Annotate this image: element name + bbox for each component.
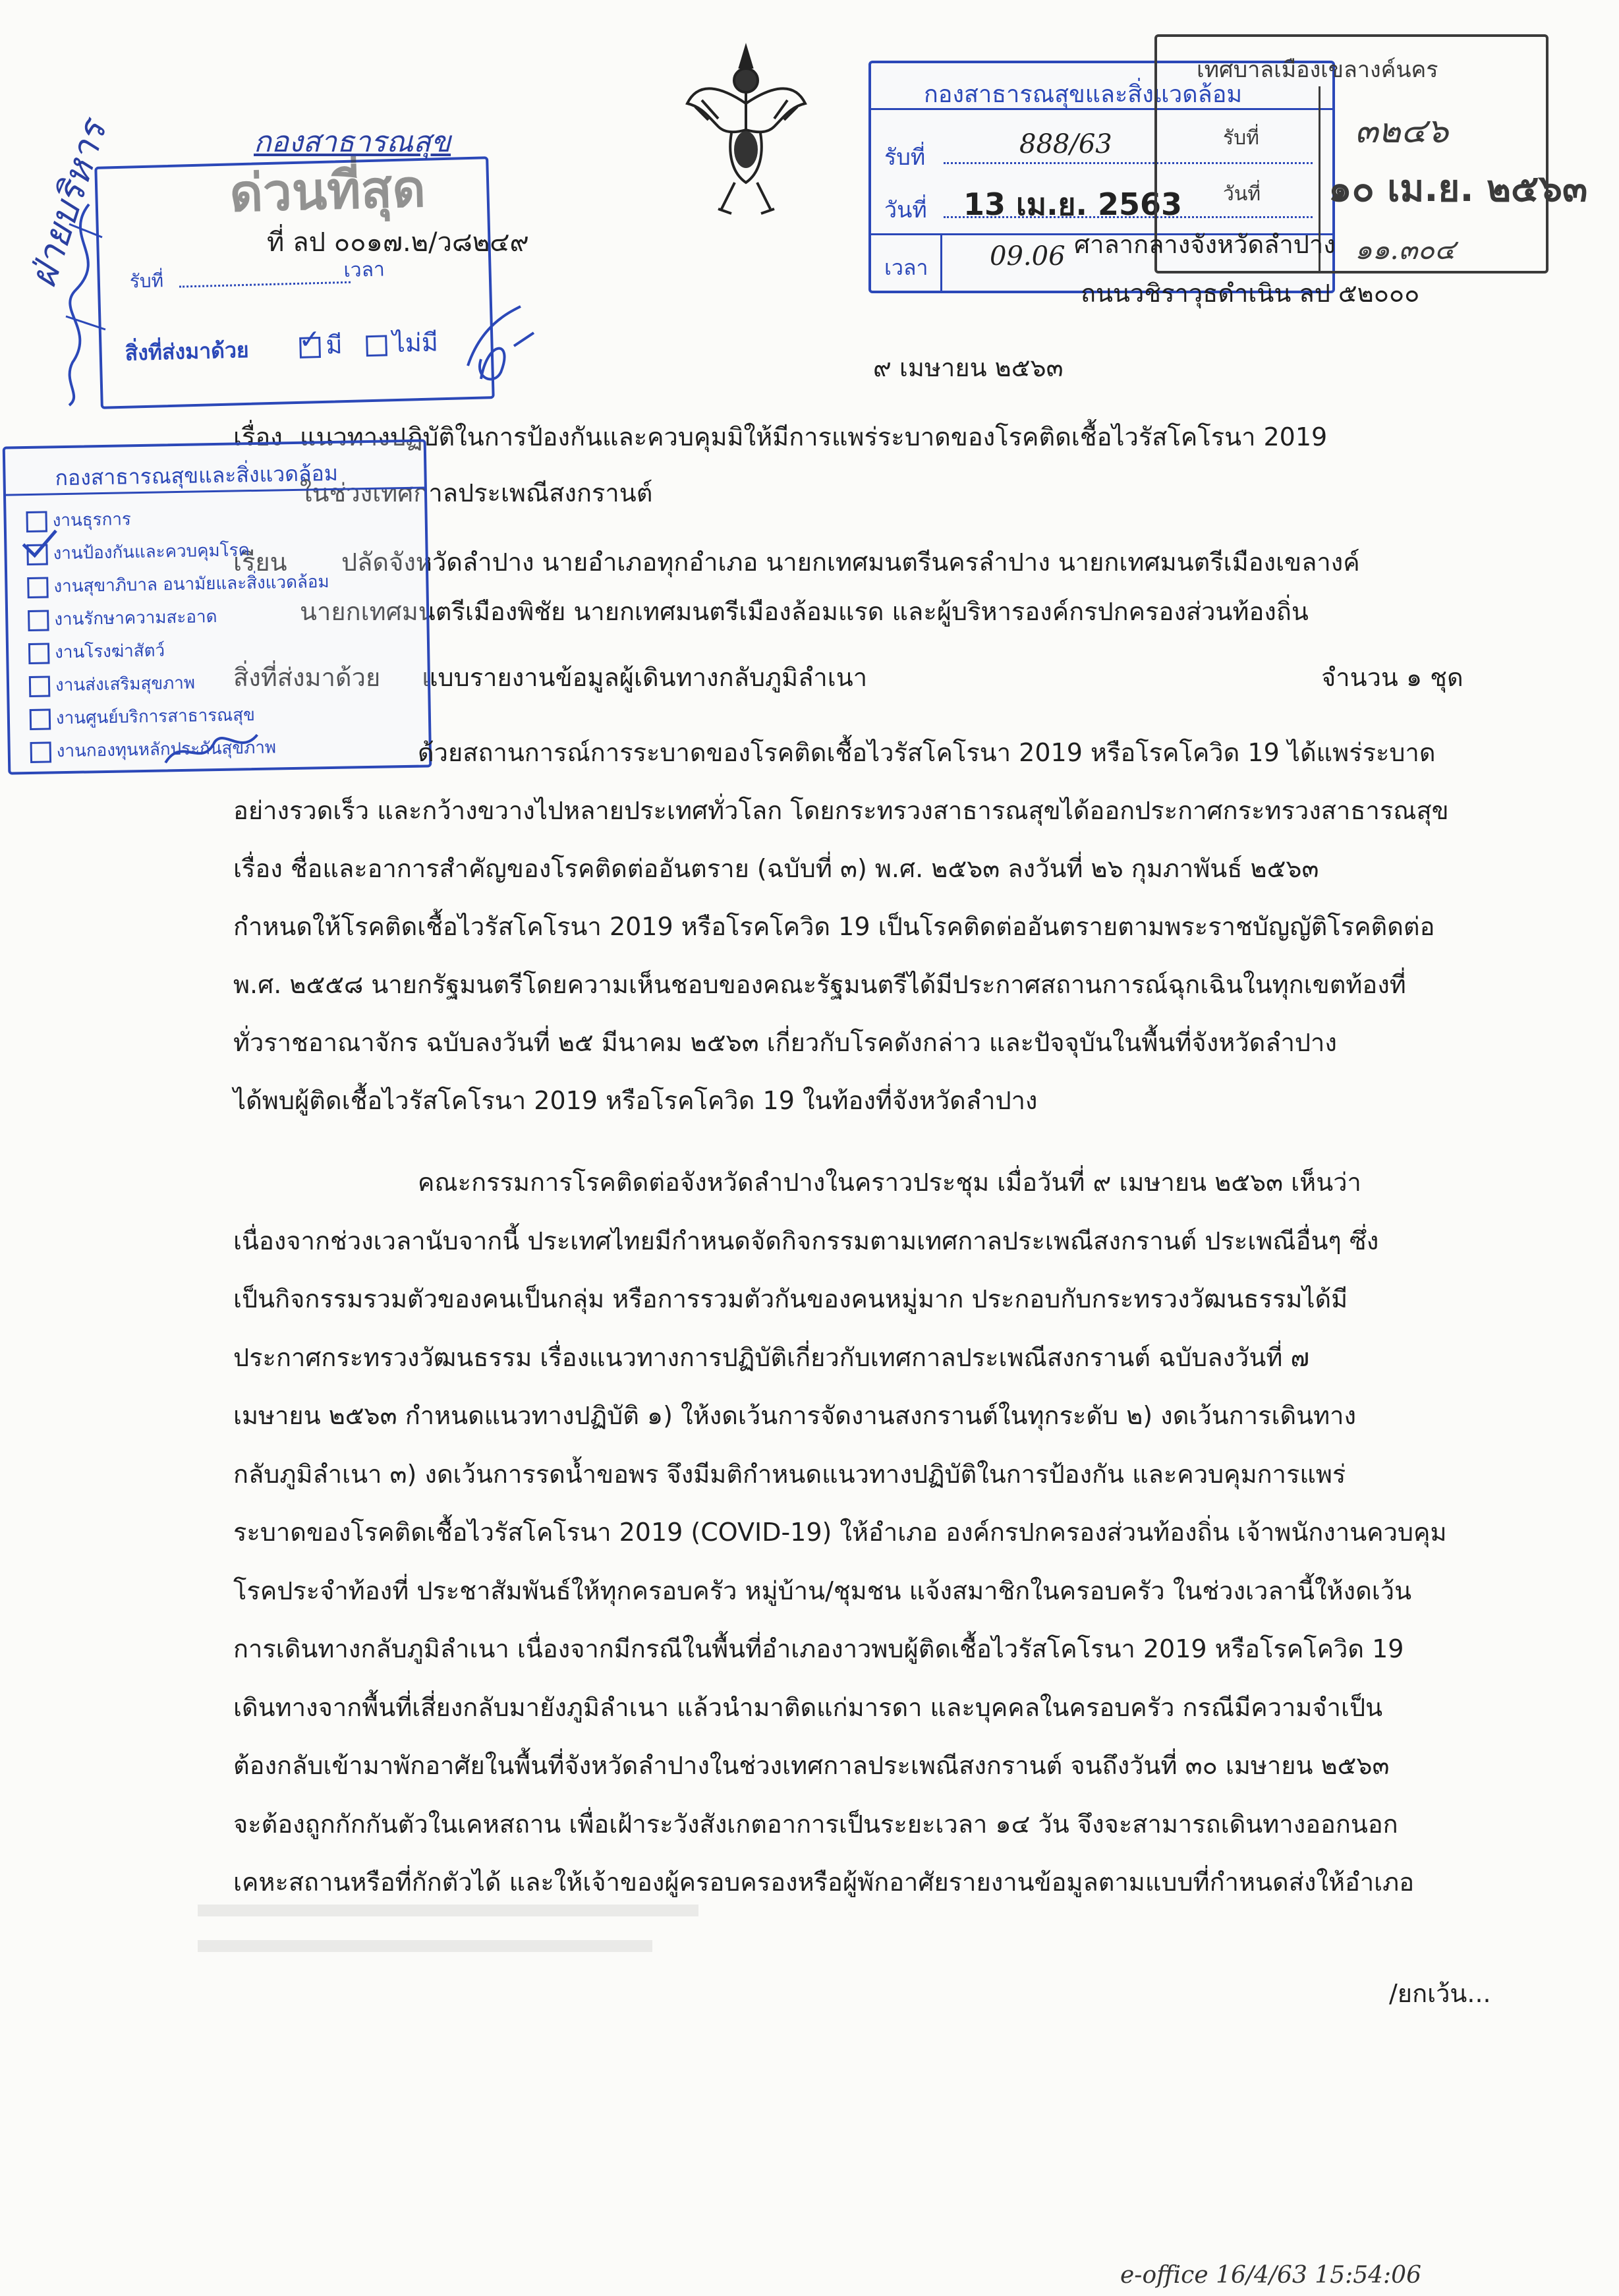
sender-office: ศาลากลางจังหวัดลำปาง bbox=[1074, 230, 1336, 259]
checkmark-icon bbox=[20, 527, 60, 561]
para2-line: จะต้องถูกกักกันตัวในเคหสถาน เพื่อเฝ้าระวังสังเกตอาการเป็นระยะเวลา ๑๔ วัน จึงจะสามารถเดินทางออกนอก bbox=[233, 1809, 1398, 1839]
to-line-1: ปลัดจังหวัดลำปาง นายอำเภอทุกอำเภอ นายกเทศมนตรีนครลำปาง นายกเทศมนตรีเมืองเขลางค์ bbox=[341, 548, 1360, 577]
dept-item-1[interactable]: งานป้องกันและควบคุมโรค bbox=[26, 532, 329, 571]
reception-time-label: เวลา bbox=[884, 255, 928, 280]
para2-line: ต้องกลับเข้ามาพักอาศัยในพื้นที่จังหวัดลำปางในช่วงเทศกาลประเพณีสงกรานต์ จนถึงวันที่ ๓๐ เมษายน ๒๕๖๓ bbox=[233, 1751, 1390, 1780]
para2-line: เดินทางจากพื้นที่เสี่ยงกลับมายังภูมิลำเนา แล้วนำมาติดแก่มารดา และบุคคลในครอบครัว กรณีมีความจำเป็น bbox=[233, 1692, 1383, 1722]
enclosure-text: แบบรายงานข้อมูลผู้เดินทางกลับภูมิลำเนา bbox=[422, 663, 868, 692]
dept-item-6[interactable]: งานศูนย์บริการสาธารณสุข bbox=[29, 697, 331, 735]
para2-line: เมษายน ๒๕๖๓ กำหนดแนวทางปฏิบัติ ๑) ให้งดเว้นการจัดงานสงกรานต์ในทุกระดับ ๒) งดเว้นการเดินทาง bbox=[233, 1401, 1357, 1430]
urgent-stamp bbox=[94, 156, 494, 409]
urgent-enclosure-label: สิ่งที่ส่งมาด้วย bbox=[125, 337, 250, 366]
document-number: ที่ ลป ๐๐๑๗.๒/ว๘๒๔๙ bbox=[267, 227, 529, 258]
to-label: เรียน bbox=[233, 548, 287, 577]
none-label: ไม่มี bbox=[392, 328, 439, 359]
subject-label: เรื่อง bbox=[233, 422, 283, 451]
municipality-received-label: รับที่ bbox=[1223, 127, 1259, 150]
reception-date-label: วันที่ bbox=[884, 197, 927, 223]
document-date: ๙ เมษายน ๒๕๖๓ bbox=[873, 353, 1064, 382]
para2-line: โรคประจำท้องที่ ประชาสัมพันธ์ให้ทุกครอบครัว หมู่บ้าน/ชุมชน แจ้งสมาชิกในครอบครัว ในช่วงเวลานี้ให้งดเว้น bbox=[233, 1576, 1412, 1605]
para1-line: เรื่อง ชื่อและอาการสำคัญของโรคติดต่ออันตราย (ฉบับที่ ๓) พ.ศ. ๒๕๖๓ ลงวันที่ ๒๖ กุมภาพันธ์ ๒๕๖๓ bbox=[233, 854, 1319, 883]
para1-line: อย่างรวดเร็ว และกว้างขวางไปหลายประเทศทั่วโลก โดยกระทรวงสาธารณสุขได้ออกประกาศกระทรวงสาธารณสุข bbox=[233, 796, 1449, 825]
subject-line-1: แนวทางปฏิบัติในการป้องกันและควบคุมมิให้มีการแพร่ระบาดของโรคติดเชื้อไวรัสโคโรนา 2019 bbox=[300, 422, 1328, 451]
garuda-emblem bbox=[682, 41, 810, 219]
para1-line: พ.ศ. ๒๕๕๘ นายกรัฐมนตรีโดยความเห็นชอบของคณะรัฐมนตรีได้มีประกาศสถานการณ์ฉุกเฉินในทุกเขตท้องที่ bbox=[233, 970, 1406, 999]
municipality-time: ๑๑.๓๐๔ bbox=[1355, 233, 1456, 266]
para2-line: เคหะสถานหรือที่กักตัวได้ และให้เจ้าของผู้ครอบครองหรือผู้พักอาศัยรายงานข้อมูลตามแบบที่กำหนดส่งให้อำเภอ bbox=[233, 1868, 1415, 1897]
signature-mark bbox=[455, 300, 540, 392]
dept-item-7[interactable]: งานกองทุนหลักประกันสุขภาพ bbox=[30, 730, 332, 768]
handwritten-signature bbox=[49, 198, 122, 409]
paragraph-1 bbox=[233, 724, 1502, 1130]
margin-note: ฝ่ายบริหาร bbox=[21, 115, 115, 293]
municipality-org: เทศบาลเมืองเขลางค์นคร bbox=[1197, 57, 1438, 83]
urgent-stamp-title: ด่วนที่สุด bbox=[229, 159, 426, 224]
continued-marker: /ยกเว้น... bbox=[1389, 1979, 1491, 2008]
eoffice-stamp: e-office 16/4/63 15:54:06 bbox=[1120, 2262, 1421, 2289]
para2-line: การเดินทางกลับภูมิลำเนา เนื่องจากมีกรณีในพื้นที่อำเภองาวพบผู้ติดเชื้อไวรัสโคโรนา 2019 หรือโรคโควิด 19 bbox=[233, 1634, 1404, 1663]
para1-line: ทั่วราชอาณาจักร ฉบับลงวันที่ ๒๕ มีนาคม ๒๕๖๓ เกี่ยวกับโรคดังกล่าว และปัจจุบันในพื้นที่จังหวัดลำปาง bbox=[233, 1028, 1337, 1057]
department-stamp-title: กองสาธารณสุขและสิ่งแวดล้อม bbox=[55, 460, 339, 491]
bleed-through-text bbox=[198, 1898, 725, 1970]
dept-item-3[interactable]: งานรักษาความสะอาด bbox=[28, 598, 330, 637]
para2-line: คณะกรรมการโรคติดต่อจังหวัดลำปางในคราวประชุม เมื่อวันที่ ๙ เมษายน ๒๕๖๓ เห็นว่า bbox=[418, 1168, 1361, 1197]
to-line-2: นายกเทศมนตรีเมืองพิชัย นายกเทศมนตรีเมืองล้อมแรด และผู้บริหารองค์กรปกครองส่วนท้องถิ่น bbox=[300, 597, 1309, 626]
has-label: มี bbox=[325, 330, 343, 360]
para2-line: ระบาดของโรคติดเชื้อไวรัสโคโรนา 2019 (COVID-19) ให้อำเภอ องค์กรปกครองส่วนท้องถิ่น เจ้าพนักงานควบคุม bbox=[233, 1518, 1447, 1547]
urgent-received-label: รับที่ bbox=[129, 270, 164, 293]
reception-date: 13 เม.ย. 2563 bbox=[963, 187, 1183, 222]
none-checkbox[interactable] bbox=[366, 335, 387, 357]
para2-line: เนื่องจากช่วงเวลานับจากนี้ ประเทศไทยมีกำหนดจัดกิจกรรมตามเทศกาลประเพณีสงกรานต์ ประเพณีอื่นๆ ซึ่ง bbox=[233, 1226, 1379, 1255]
para1-line: ด้วยสถานการณ์การระบาดของโรคติดเชื้อไวรัสโคโรนา 2019 หรือโรคโควิด 19 ได้แพร่ระบาด bbox=[418, 738, 1436, 767]
para2-line: กลับภูมิลำเนา ๓) งดเว้นการรดน้ำขอพร จึงมีมติกำหนดแนวทางปฏิบัติในการป้องกัน และควบคุมการแพร่ bbox=[233, 1459, 1346, 1489]
paragraph-2 bbox=[233, 1153, 1502, 1912]
reception-received-label: รับที่ bbox=[884, 144, 926, 171]
para1-line: ได้พบผู้ติดเชื้อไวรัสโคโรนา 2019 หรือโรคโควิด 19 ในท้องที่จังหวัดลำปาง bbox=[233, 1086, 1038, 1115]
dept-item-5[interactable]: งานส่งเสริมสุขภาพ bbox=[29, 664, 331, 703]
municipality-date: ๑๐ เม.ย. ๒๕๖๓ bbox=[1328, 167, 1588, 210]
reception-time: 09.06 bbox=[990, 241, 1065, 272]
reception-org: กองสาธารณสุขและสิ่งแวดล้อม bbox=[924, 81, 1243, 108]
sender-address: ถนนวชิราวุธดำเนิน ลป ๕๒๐๐๐ bbox=[1081, 279, 1420, 308]
dept-item-2[interactable]: งานสุขาภิบาล อนามัยและสิ่งแวดล้อม bbox=[27, 565, 329, 604]
municipality-date-label: วันที่ bbox=[1223, 183, 1261, 206]
subject-line-2: ในช่วงเทศกาลประเพณีสงกรานต์ bbox=[300, 478, 653, 507]
urgent-time-label: เวลา bbox=[343, 258, 385, 283]
enclosure-quantity: จำนวน ๑ ชุด bbox=[1321, 663, 1463, 692]
para2-line: เป็นกิจกรรมรวมตัวของคนเป็นกลุ่ม หรือการรวมตัวกันของคนหมู่มาก ประกอบกับกระทรวงวัฒนธรรมได้มี bbox=[233, 1284, 1348, 1313]
dept-item-0[interactable]: งานธุรการ bbox=[26, 500, 328, 538]
has-checkbox[interactable]: ✓ bbox=[299, 337, 321, 359]
reception-received-no: 888/63 bbox=[1019, 129, 1112, 159]
enclosure-label: สิ่งที่ส่งมาด้วย bbox=[233, 663, 381, 692]
municipality-received-no: ๓๒๔๖ bbox=[1355, 111, 1449, 151]
para2-line: ประกาศกระทรวงวัฒนธรรม เรื่องแนวทางการปฏิบัติเกี่ยวกับเทศกาลประเพณีสงกรานต์ ฉบับลงวันที่ ๗ bbox=[233, 1342, 1310, 1372]
para1-line: กำหนดให้โรคติดเชื้อไวรัสโคโรนา 2019 หรือโรคโควิด 19 เป็นโรคติดต่ออันตรายตามพระราชบัญญัติโรคติดต่อ bbox=[233, 912, 1435, 941]
stamp-header-handwritten: กองสาธารณสุข bbox=[254, 125, 451, 159]
dept-item-4[interactable]: งานโรงฆ่าสัตว์ bbox=[28, 631, 331, 670]
